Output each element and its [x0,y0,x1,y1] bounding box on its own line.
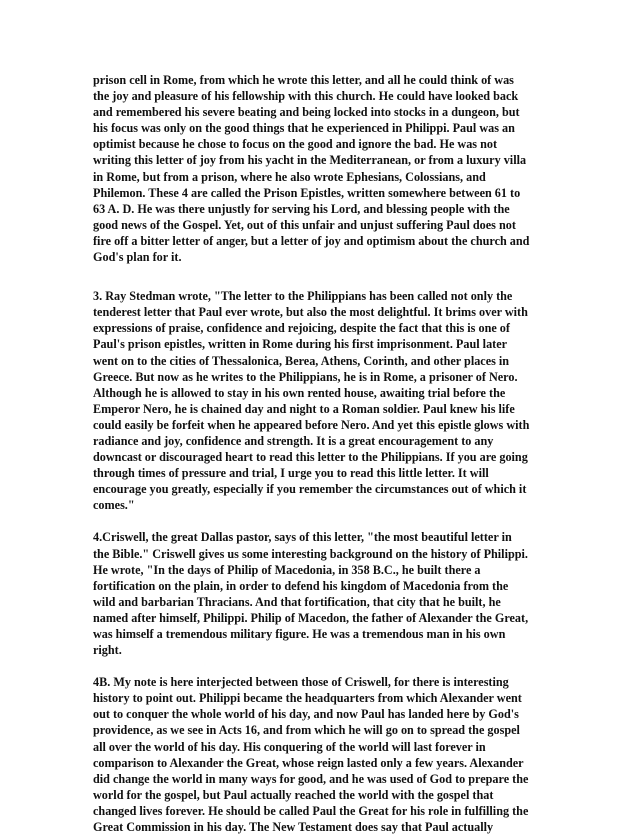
text-line: fire off a bitter letter of anger, but a letter of joy and optimism about the church and [93,233,530,248]
text-line: world for the gospel, but Paul actually reached the world with the gospel that [93,787,494,802]
text-line: went on to the cities of Thessalonica, Berea, Athens, Corinth, and other places in [93,353,510,368]
text-line: out to conquer the whole world of his day, and now Paul has landed here by God's [93,707,519,722]
text-line: wild and barbarian Thracians. And that fortification, that city that he built, he [93,594,501,609]
text-line: 4B. My note is here interjected between those of Criswell, for there is interesting [93,675,509,690]
text-line: good news of the Gospel. Yet, out of this unfair and unjust suffering Paul does not [93,217,516,232]
text-line: prison cell in Rome, from which he wrote this letter, and all he could think of was [93,73,514,87]
text-line: was himself a tremendous military figure. He was a tremendous man in his own [93,627,506,641]
text-line: named after himself, Philippi. Philip of Macedon, the father of Alexander the Great, [93,610,529,625]
text-line: Paul's prison epistles, written in Rome during his first imprisonment. Paul later [93,337,508,352]
text-line: his focus was only on the good things that he experienced in Philippi. Paul was an [93,121,515,136]
paragraph-author-note [93,674,553,835]
text-line: history to point out. Philippi became the headquarters from which Alexander went [93,691,522,706]
paragraph-stedman-quote [93,288,553,513]
text-line: 4.Criswell, the great Dallas pastor, says of this letter, "the most beautiful letter in [93,530,512,545]
paragraph-prison-letter [93,72,553,265]
text-line: right. [93,643,122,658]
paragraph-criswell-quote [93,529,553,658]
text-line: could easily be forfeit when he appeared before Nero. And yet this epistle glows with [93,417,530,432]
text-line: God's plan for it. [93,250,182,265]
document-page [93,72,553,835]
text-line: Great Commission in his day. The New Testament does say that Paul actually [93,820,494,835]
text-line: tenderest letter that Paul ever wrote, but also the most delightful. It brims over with [93,305,528,320]
text-line: expressions of praise, confidence and rejoicing, despite the fact that this is one of [93,321,510,336]
text-line: radiance and joy, confidence and strength. It is a great encouragement to any [93,433,494,448]
text-line: Philemon. These 4 are called the Prison Epistles, written somewhere between 61 to [93,185,521,200]
text-line: the joy and pleasure of his fellowship with this church. He could have looked back [93,89,519,104]
text-line: comes." [93,498,135,513]
text-line: downcast or discouraged heart to read this letter to the Philippians. If you are going [93,450,528,465]
text-line: He wrote, "In the days of Philip of Macedonia, in 358 B.C., he built there a [93,562,481,577]
text-line: writing this letter of joy from his yacht in the Mediterranean, or from a luxury villa [93,153,527,168]
text-line: the Bible." Criswell gives us some interesting background on the history of Philippi. [93,546,528,561]
text-line: Although he is allowed to stay in his own rented house, awaiting trial before the [93,385,506,400]
text-line: did change the world in many ways for good, and he was used of God to prepare the [93,771,529,786]
text-line: changed lives forever. He should be called Paul the Great for his role in fulfilling the [93,803,529,818]
text-line: Greece. But now as he writes to the Philippians, he is in Rome, a prisoner of Nero. [93,369,518,384]
text-line: 3. Ray Stedman wrote, "The letter to the Philippians has been called not only the [93,289,513,304]
text-line: 63 A. D. He was there unjustly for serving his Lord, and blessing people with the [93,201,510,216]
text-line: encourage you greatly, especially if you remember the circumstances out of which it [93,482,527,497]
text-line: through times of pressure and trial, I urge you to read this little letter. It will [93,466,489,481]
text-line: and remembered his severe beating and being locked into stocks in a dungeon, but [93,105,520,120]
text-line: comparison to Alexander the Great, whose reign lasted only a few years. Alexander [93,755,524,770]
text-line: fortification on the plain, in order to defend his kingdom of Macedonia from the [93,578,509,593]
text-line: optimist because he chose to focus on the good and ignore the bad. He was not [93,137,498,152]
text-line: providence, as we see in Acts 16, and from which he will go on to spread the gospel [93,723,520,738]
text-line: in Rome, but from a prison, where he also wrote Ephesians, Colossians, and [93,169,486,184]
text-line: Emperor Nero, he is chained day and night to a Roman soldier. Paul knew his life [93,401,515,416]
text-line: all over the world of his day. His conquering of the world will last forever in [93,739,486,754]
